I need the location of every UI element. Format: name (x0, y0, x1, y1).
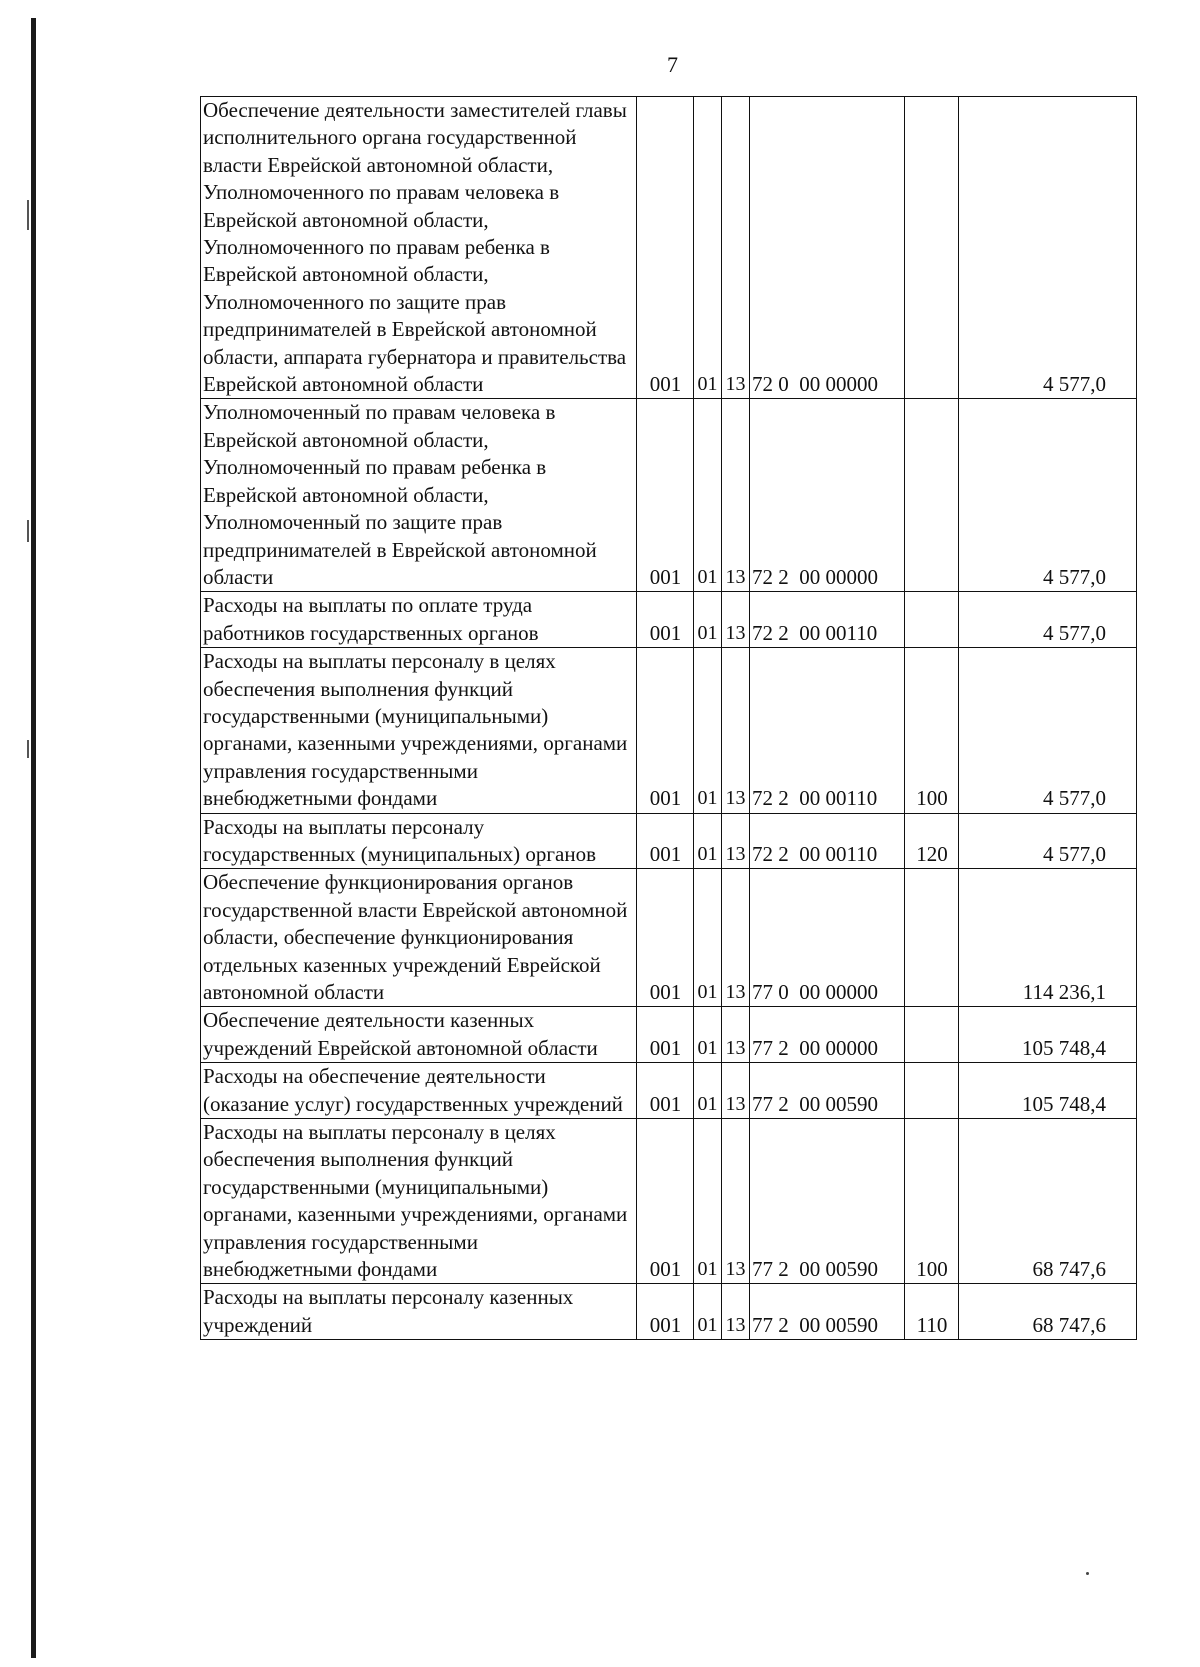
row-expense-type (905, 1063, 959, 1119)
row-target-article: 72 2 00 00110 (750, 648, 905, 813)
table-row (201, 813, 1137, 869)
scan-speck (27, 520, 29, 542)
row-section: 01 (694, 97, 722, 399)
table-row (201, 1284, 1137, 1340)
row-subsection: 13 (722, 399, 750, 592)
row-subsection: 13 (722, 1007, 750, 1063)
row-target-article: 72 2 00 00000 (750, 399, 905, 592)
row-expense-type: 100 (905, 648, 959, 813)
row-target-article: 77 2 00 00000 (750, 1007, 905, 1063)
table-row (201, 869, 1137, 1007)
row-code: 001 (637, 648, 694, 813)
row-name: Обеспечение деятельности заместителей главы исполнительного органа государственной власти Еврейской автономной области, Уполномоченного по правам человека в Еврейской автономной области, Уполномоченного по правам ребенка в Еврейской автономной области, Уполномоченного по защите прав предпринимателей в Еврейской автономной области, аппарата губернатора и правительства Еврейской автономной области (201, 97, 637, 399)
row-target-article: 72 2 00 00110 (750, 813, 905, 869)
row-name: Расходы на выплаты персоналу казенных учреждений (201, 1284, 637, 1340)
row-section: 01 (694, 1007, 722, 1063)
row-section: 01 (694, 869, 722, 1007)
row-subsection: 13 (722, 869, 750, 1007)
row-name: Расходы на обеспечение деятельности (оказание услуг) государственных учреждений (201, 1063, 637, 1119)
row-name: Расходы на выплаты персоналу в целях обеспечения выполнения функций государственными (муниципальными) органами, казенными учреждениями, органами управления государственными внебюджетными фондами (201, 1119, 637, 1284)
row-target-article: 77 2 00 00590 (750, 1284, 905, 1340)
row-subsection: 13 (722, 1063, 750, 1119)
row-subsection: 13 (722, 592, 750, 648)
row-code: 001 (637, 399, 694, 592)
row-target-article: 77 2 00 00590 (750, 1119, 905, 1284)
row-expense-type (905, 869, 959, 1007)
row-code: 001 (637, 1119, 694, 1284)
row-name: Обеспечение деятельности казенных учреждений Еврейской автономной области (201, 1007, 637, 1063)
row-target-article: 72 0 00 00000 (750, 97, 905, 399)
row-amount: 4 577,0 (959, 592, 1137, 648)
table-row (201, 399, 1137, 592)
table-row (201, 648, 1137, 813)
row-subsection: 13 (722, 648, 750, 813)
row-section: 01 (694, 1063, 722, 1119)
page-number: 7 (667, 52, 678, 77)
row-expense-type (905, 399, 959, 592)
row-subsection: 13 (722, 813, 750, 869)
scan-speck (27, 200, 29, 230)
row-subsection: 13 (722, 1119, 750, 1284)
row-amount: 4 577,0 (959, 648, 1137, 813)
row-section: 01 (694, 592, 722, 648)
row-name: Расходы на выплаты по оплате труда работников государственных органов (201, 592, 637, 648)
row-expense-type: 100 (905, 1119, 959, 1284)
row-amount: 114 236,1 (959, 869, 1137, 1007)
table-row (201, 1063, 1137, 1119)
scan-dot (1086, 1572, 1089, 1575)
row-section: 01 (694, 399, 722, 592)
row-code: 001 (637, 1007, 694, 1063)
row-amount: 4 577,0 (959, 813, 1137, 869)
row-target-article: 77 0 00 00000 (750, 869, 905, 1007)
table-row (201, 1119, 1137, 1284)
row-section: 01 (694, 1284, 722, 1340)
row-section: 01 (694, 648, 722, 813)
row-amount: 105 748,4 (959, 1063, 1137, 1119)
row-name: Уполномоченный по правам человека в Еврейской автономной области, Уполномоченный по правам ребенка в Еврейской автономной области, Уполномоченный по защите прав предпринимателей в Еврейской автономной области (201, 399, 637, 592)
row-expense-type (905, 97, 959, 399)
row-expense-type (905, 1007, 959, 1063)
row-expense-type: 110 (905, 1284, 959, 1340)
row-amount: 4 577,0 (959, 399, 1137, 592)
row-subsection: 13 (722, 97, 750, 399)
row-code: 001 (637, 592, 694, 648)
table-row (201, 1007, 1137, 1063)
row-name: Расходы на выплаты персоналу в целях обеспечения выполнения функций государственными (муниципальными) органами, казенными учреждениями, органами управления государственными внебюджетными фондами (201, 648, 637, 813)
row-code: 001 (637, 1063, 694, 1119)
row-code: 001 (637, 1284, 694, 1340)
row-code: 001 (637, 97, 694, 399)
row-section: 01 (694, 813, 722, 869)
row-amount: 4 577,0 (959, 97, 1137, 399)
row-code: 001 (637, 813, 694, 869)
row-amount: 68 747,6 (959, 1284, 1137, 1340)
row-expense-type (905, 592, 959, 648)
row-amount: 105 748,4 (959, 1007, 1137, 1063)
row-code: 001 (637, 869, 694, 1007)
row-amount: 68 747,6 (959, 1119, 1137, 1284)
row-target-article: 77 2 00 00590 (750, 1063, 905, 1119)
budget-table (200, 96, 1137, 1340)
row-name: Расходы на выплаты персоналу государственных (муниципальных) органов (201, 813, 637, 869)
table-row (201, 592, 1137, 648)
scan-speck (27, 740, 29, 758)
budget-table-body (201, 97, 1137, 1340)
table-row (201, 97, 1137, 399)
row-section: 01 (694, 1119, 722, 1284)
row-target-article: 72 2 00 00110 (750, 592, 905, 648)
row-subsection: 13 (722, 1284, 750, 1340)
scan-left-edge (31, 18, 36, 1658)
row-expense-type: 120 (905, 813, 959, 869)
row-name: Обеспечение функционирования органов государственной власти Еврейской автономной области, обеспечение функционирования отдельных казенных учреждений Еврейской автономной области (201, 869, 637, 1007)
